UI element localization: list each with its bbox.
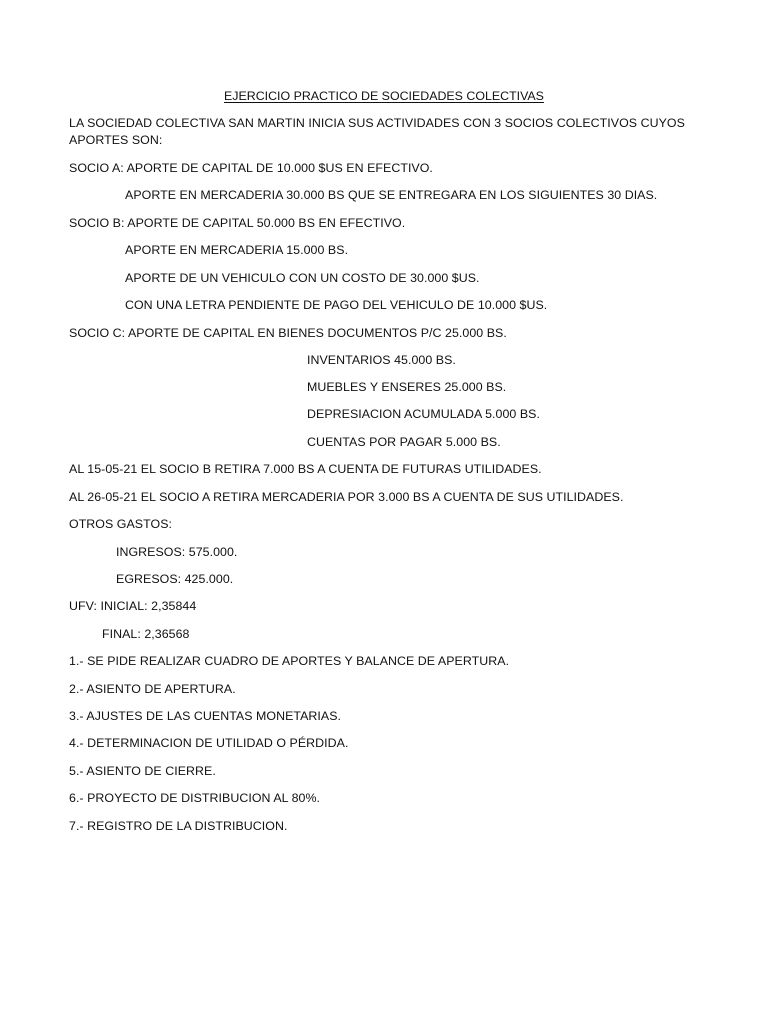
socio-c-capital: SOCIO C: APORTE DE CAPITAL EN BIENES DOCUMENTOS P/C 25.000 BS. [69, 326, 507, 340]
socio-a-capital: SOCIO A: APORTE DE CAPITAL DE 10.000 $US EN EFECTIVO. [69, 161, 433, 175]
socio-b-capital: SOCIO B: APORTE DE CAPITAL 50.000 BS EN EFECTIVO. [69, 216, 406, 230]
task-item: 4.- DETERMINACION DE UTILIDAD O PÉRDIDA. [69, 736, 349, 750]
ufv-inicial: UFV: INICIAL: 2,35844 [69, 599, 197, 613]
egresos-line: EGRESOS: 425.000. [116, 572, 234, 586]
socio-c-muebles: MUEBLES Y ENSERES 25.000 BS. [307, 380, 507, 394]
task-item: 1.- SE PIDE REALIZAR CUADRO DE APORTES Y BALANCE DE APERTURA. [69, 654, 510, 668]
task-item: 3.- AJUSTES DE LAS CUENTAS MONETARIAS. [69, 709, 342, 723]
otros-gastos-label: OTROS GASTOS: [69, 517, 173, 531]
socio-c-depreciacion: DEPRESIACION ACUMULADA 5.000 BS. [307, 407, 540, 421]
socio-b-vehiculo: APORTE DE UN VEHICULO CON UN COSTO DE 30.000 $US. [125, 271, 480, 285]
intro-paragraph: LA SOCIEDAD COLECTIVA SAN MARTIN INICIA SUS ACTIVIDADES CON 3 SOCIOS COLECTIVOS CUYOS APORTES SON: [69, 116, 685, 147]
ufv-final: FINAL: 2,36568 [102, 627, 190, 641]
task-item: 2.- ASIENTO DE APERTURA. [69, 682, 236, 696]
socio-c-cuentas-por-pagar: CUENTAS POR PAGAR 5.000 BS. [307, 435, 501, 449]
ingresos-line: INGRESOS: 575.000. [116, 545, 238, 559]
socio-b-mercaderia: APORTE EN MERCADERIA 15.000 BS. [125, 243, 349, 257]
document-title: EJERCICIO PRACTICO DE SOCIEDADES COLECTIVAS [224, 89, 544, 103]
task-item: 5.- ASIENTO DE CIERRE. [69, 764, 216, 778]
socio-a-mercaderia: APORTE EN MERCADERIA 30.000 BS QUE SE ENTREGARA EN LOS SIGUIENTES 30 DIAS. [125, 188, 658, 202]
task-item: 6.- PROYECTO DE DISTRIBUCION AL 80%. [69, 791, 321, 805]
socio-c-inventarios: INVENTARIOS 45.000 BS. [307, 353, 456, 367]
socio-b-letra: CON UNA LETRA PENDIENTE DE PAGO DEL VEHICULO DE 10.000 $US. [125, 298, 548, 312]
task-item: 7.- REGISTRO DE LA DISTRIBUCION. [69, 819, 288, 833]
retiro-socio-a: AL 26-05-21 EL SOCIO A RETIRA MERCADERIA POR 3.000 BS A CUENTA DE SUS UTILIDADES. [69, 490, 624, 504]
retiro-socio-b: AL 15-05-21 EL SOCIO B RETIRA 7.000 BS A CUENTA DE FUTURAS UTILIDADES. [69, 462, 542, 476]
